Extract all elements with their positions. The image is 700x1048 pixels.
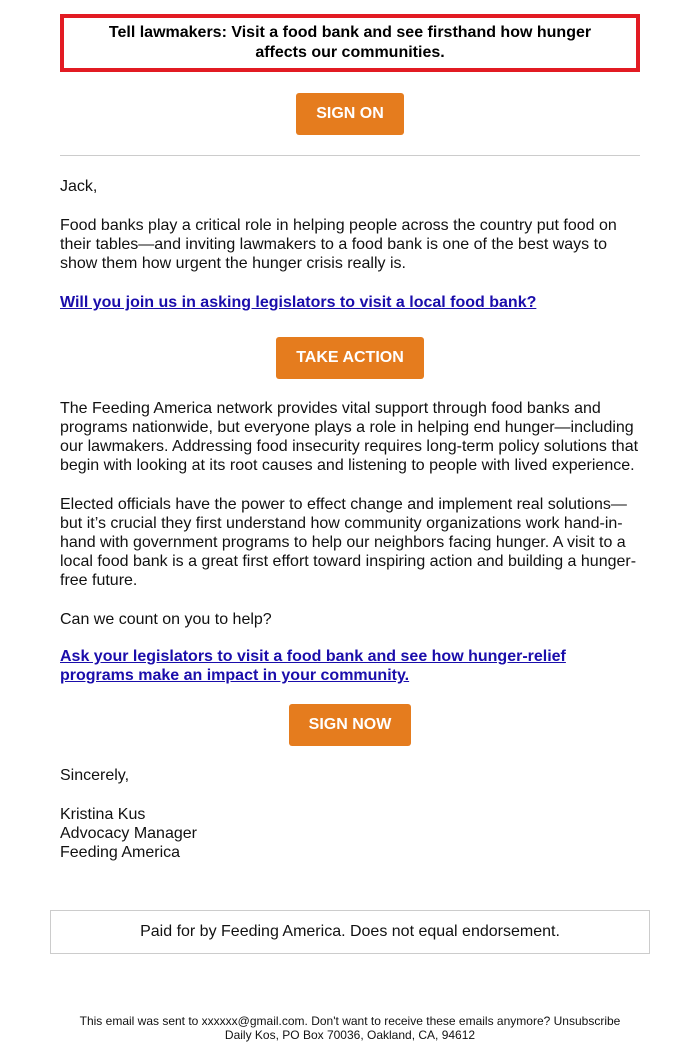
signer-org: Feeding America bbox=[60, 844, 181, 861]
headline-banner bbox=[60, 14, 640, 72]
signer-title: Advocacy Manager bbox=[60, 825, 197, 842]
mailing-address: Daily Kos, PO Box 70036, Oakland, CA, 94612 bbox=[224, 1028, 476, 1042]
closing: Sincerely, bbox=[60, 767, 130, 784]
unsubscribe-link[interactable]: Unsubscribe bbox=[553, 1014, 621, 1028]
divider bbox=[60, 155, 640, 156]
signer-name: Kristina Kus bbox=[60, 806, 146, 823]
paragraph-officials: Elected officials have the power to effect change and implement real solutions—but it’s crucial they first understand how community organizations work hand-in-hand with government programs to help our neighbors facing hunger. A visit to a local food bank is a great first effort toward inspiring action and building a hunger-free future. bbox=[60, 496, 637, 589]
ask-legislators-link[interactable]: Ask your legislators to visit a food bank and see how hunger-relief programs make an impact in your community. bbox=[60, 648, 566, 684]
greeting: Jack, bbox=[60, 178, 98, 195]
disclaimer-box bbox=[50, 910, 650, 954]
disclaimer-text: Paid for by Feeding America. Does not equal endorsement. bbox=[140, 923, 560, 940]
sign-on-button[interactable]: SIGN ON bbox=[296, 93, 404, 135]
sent-to-text: This email was sent to xxxxxx@gmail.com. Don't want to receive these emails anymore? bbox=[79, 1014, 551, 1028]
sign-now-button[interactable]: SIGN NOW bbox=[289, 704, 411, 746]
headline-text: Tell lawmakers: Visit a food bank and see firsthand how hunger affects our communities. bbox=[108, 24, 592, 61]
paragraph-network: The Feeding America network provides vital support through food banks and programs nationwide, but everyone plays a role in helping end hunger—including our lawmakers. Addressing food insecurity requires long-term policy solutions that begin with looking at its root causes and listening to people with lived experience. bbox=[60, 400, 639, 474]
join-us-link[interactable]: Will you join us in asking legislators to visit a local food bank? bbox=[60, 294, 537, 311]
signature-block bbox=[60, 805, 640, 862]
paragraph-ask: Can we count on you to help? bbox=[60, 611, 272, 628]
sent-to-line bbox=[0, 1014, 700, 1028]
paragraph-intro: Food banks play a critical role in helping people across the country put food on their tables—and inviting lawmakers to a food bank is one of the best ways to show them how urgent the hunger crisis really is. bbox=[60, 217, 617, 272]
take-action-button[interactable]: TAKE ACTION bbox=[276, 337, 424, 379]
